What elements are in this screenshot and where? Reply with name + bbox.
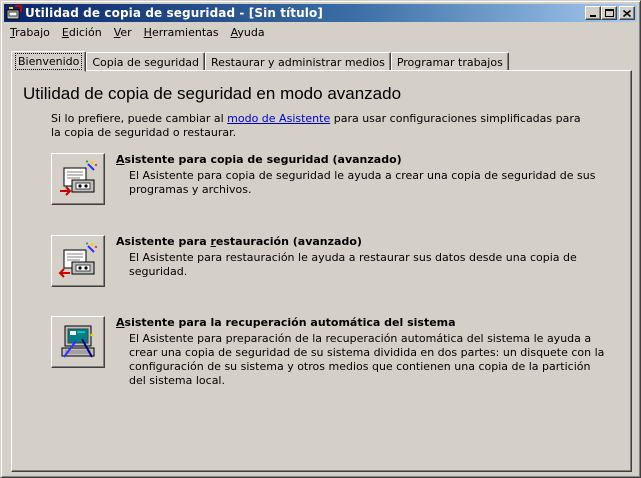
tab-programar-trabajos[interactable] xyxy=(391,52,509,71)
tab-label: Restaurar y administrar medios xyxy=(211,55,385,69)
tab-label: Bienvenido xyxy=(18,55,80,68)
menu-ayuda[interactable] xyxy=(225,26,271,39)
title-bar[interactable] xyxy=(4,4,637,22)
intro-text xyxy=(51,112,591,140)
menu-label: yuda xyxy=(237,26,265,39)
intro-text-before: Si lo prefiere, puede cambiar al xyxy=(51,112,228,125)
tab-restaurar-y-administrar-medios[interactable] xyxy=(205,52,391,71)
menu-mnemonic: T xyxy=(10,26,16,39)
menu-mnemonic: E xyxy=(61,26,69,39)
wizard-mode-link[interactable]: modo de Asistente xyxy=(227,112,331,125)
backup-app-icon xyxy=(6,5,22,21)
menu-bar xyxy=(4,23,637,42)
page-title: Utilidad de copia de seguridad en modo avanzado xyxy=(23,84,402,103)
menu-label: rabajo xyxy=(15,26,50,39)
asr-wizard-icon xyxy=(58,323,98,361)
restore-wizard-title[interactable] xyxy=(116,235,362,248)
asr-wizard-button[interactable] xyxy=(51,316,105,368)
maximize-icon xyxy=(605,9,614,17)
title-rest: estauración (avanzado) xyxy=(215,235,362,248)
tab-label: Programar trabajos xyxy=(396,55,503,69)
window-title: Utilidad de copia de seguridad - [Sin título] xyxy=(25,6,323,20)
title-rest: sistente para copia de seguridad (avanzado) xyxy=(124,153,402,166)
title-pre: Asistente para xyxy=(116,235,211,248)
menu-label: dición xyxy=(68,26,102,39)
intro-text-after: para usar configuraciones simplificadas para la copia de seguridad o restaurar. xyxy=(51,112,581,139)
backup-wizard-title[interactable] xyxy=(116,153,402,166)
title-mnemonic: r xyxy=(210,235,216,248)
close-icon xyxy=(623,10,631,17)
title-mnemonic: A xyxy=(116,153,125,166)
menu-ver[interactable] xyxy=(108,26,138,39)
menu-label: er xyxy=(120,26,132,39)
menu-mnemonic: A xyxy=(230,26,238,39)
menu-edicion[interactable] xyxy=(56,26,108,39)
title-mnemonic: A xyxy=(116,316,125,329)
restore-wizard-icon xyxy=(58,242,98,280)
tab-label: Copia de seguridad xyxy=(92,55,200,69)
menu-mnemonic: V xyxy=(113,26,121,39)
tab-strip xyxy=(11,50,509,71)
backup-wizard-icon xyxy=(58,160,98,198)
restore-wizard-description: El Asistente para restauración le ayuda a restaurar sus datos desde una copia de seguridad. xyxy=(129,251,577,278)
asr-wizard-title[interactable] xyxy=(116,316,456,329)
asr-wizard-description: El Asistente para preparación de la recuperación automática del sistema le ayuda a crear una copia de seguridad de su sistema dividida en dos partes: un disquete con la configuración de su sistema y otros medios que contienen una copia de la partición del sistema local. xyxy=(129,332,605,387)
maximize-button[interactable] xyxy=(601,6,617,20)
close-button[interactable] xyxy=(619,6,635,20)
restore-wizard-button[interactable] xyxy=(51,235,105,287)
menu-herramientas[interactable] xyxy=(138,26,225,39)
menu-label: erramientas xyxy=(151,26,219,39)
minimize-icon xyxy=(590,15,596,17)
title-rest: sistente para la recuperación automática del sistema xyxy=(124,316,456,329)
backup-wizard-button[interactable] xyxy=(51,153,105,205)
tab-copia-de-seguridad[interactable] xyxy=(86,52,205,71)
tab-bienvenido[interactable] xyxy=(11,51,86,72)
welcome-panel xyxy=(11,70,632,472)
backup-wizard-description: El Asistente para copia de seguridad le ayuda a crear una copia de seguridad de sus programas y archivos. xyxy=(129,169,596,196)
minimize-button[interactable] xyxy=(585,6,601,20)
menu-mnemonic: H xyxy=(143,26,152,39)
menu-trabajo[interactable] xyxy=(4,26,56,39)
